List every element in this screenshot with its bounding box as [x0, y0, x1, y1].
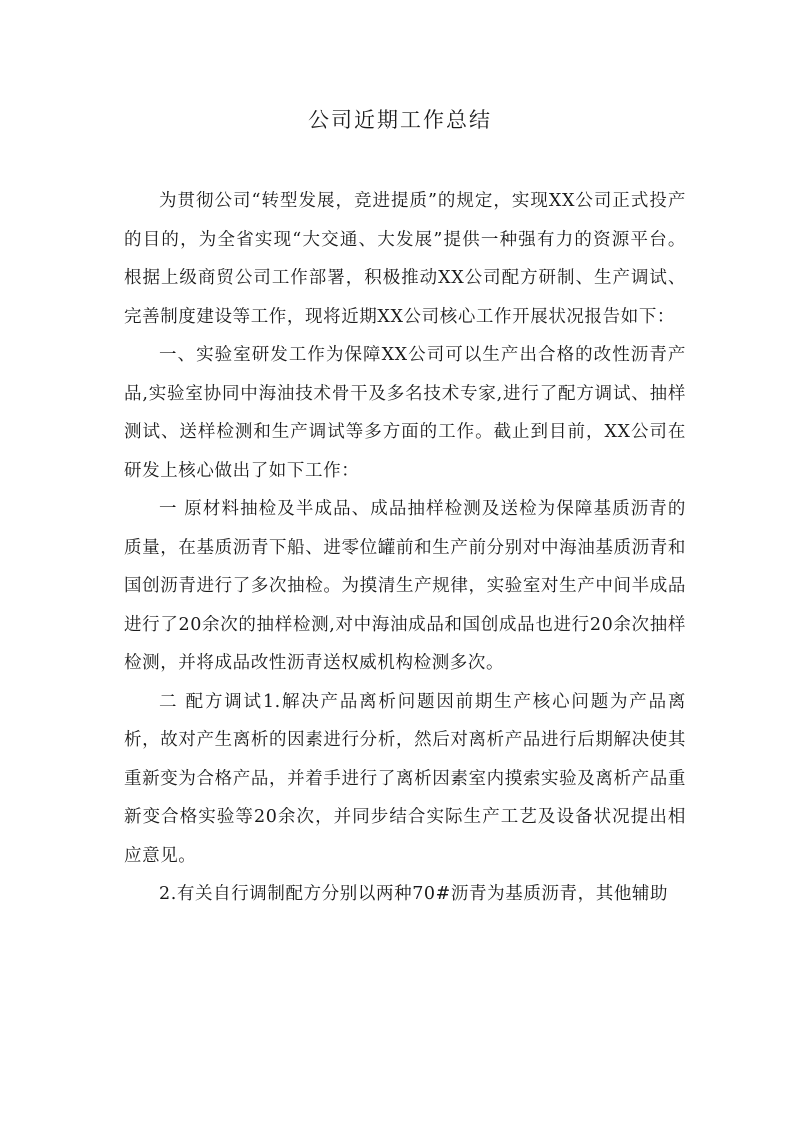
paragraph-subsection-1: 一 原材料抽检及半成品、成品抽样检测及送检为保障基质沥青的质量，在基质沥青下船、进零位罐前和生产前分别对中海油基质沥青和国创沥青进行了多次抽检。为摸清生产规律，实验室对生产中间半成品进行了20余次的抽样检测,对中海油成品和国创成品也进行20余次抽样检测，并将成品改性沥青送权威机构检测多次。 [124, 499, 686, 673]
document-body [124, 182, 686, 914]
paragraph-subsection-2: 二 配方调试1.解决产品离析问题因前期生产核心问题为产品离析，故对产生离析的因素进行分析，然后对离析产品进行后期解决使其重新变为合格产品，并着手进行了离析因素室内摸索实验及离析产品重新变合格实验等20余次，并同步结合实际生产工艺及设备状况提出相应意见。 [124, 691, 686, 866]
paragraph-intro: 为贯彻公司“转型发展，竞进提质”的规定，实现XX公司正式投产的目的，为全省实现“大交通、大发展”提供一种强有力的资源平台。根据上级商贸公司工作部署，积极推动XX公司配方研制、生产调试、完善制度建设等工作，现将近期XX公司核心工作开展状况报告如下： [124, 191, 686, 327]
document-title: 公司近期工作总结 [308, 108, 492, 132]
paragraph-item-2: 2.有关自行调制配方分别以两种70#沥青为基质沥青，其他辅助 [159, 884, 669, 904]
paragraph-section-1: 一、实验室研发工作为保障XX公司可以生产出合格的改性沥青产品,实验室协同中海油技术骨干及多名技术专家,进行了配方调试、抽样测试、送样检测和生产调试等多方面的工作。截止到目前，XX公司在研发上核心做出了如下工作： [124, 345, 686, 481]
